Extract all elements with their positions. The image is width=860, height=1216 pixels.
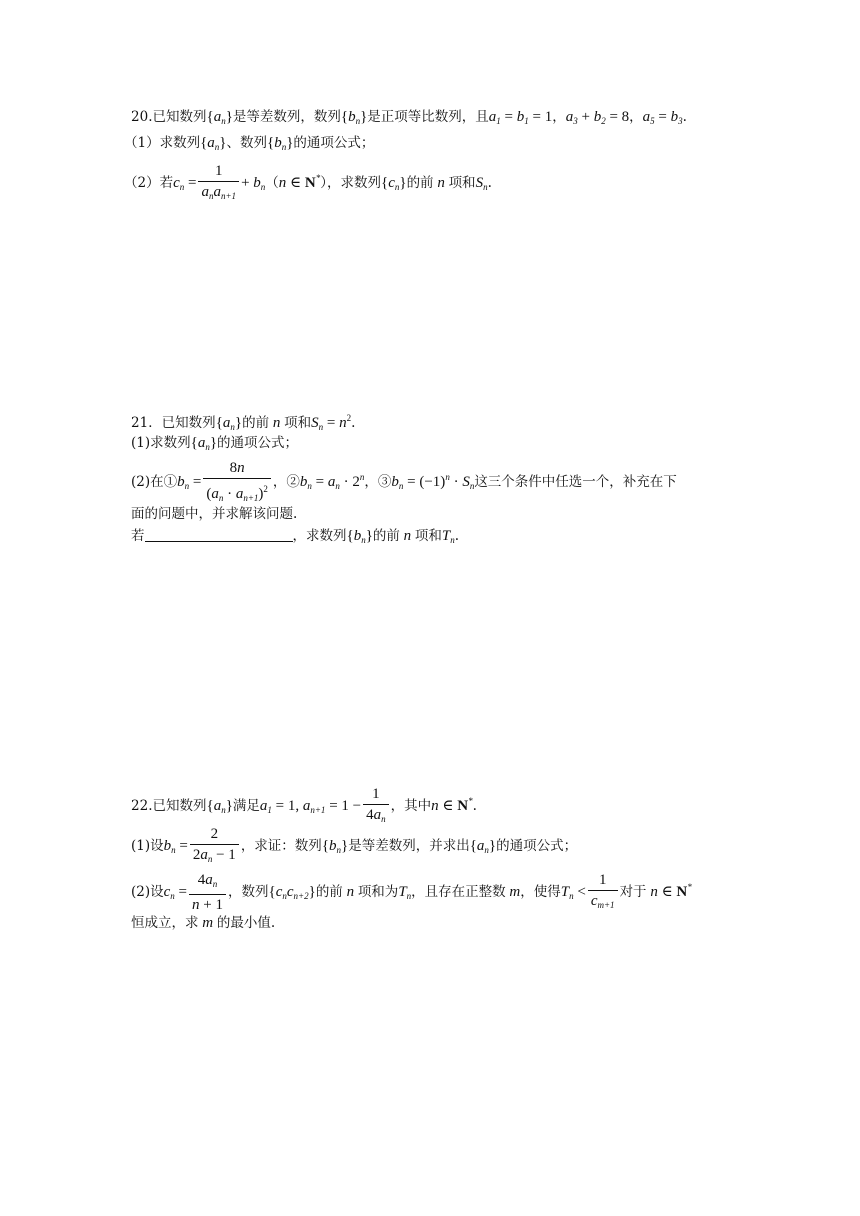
q21-blank-line: 若 ，求数列$\{b_n\}$的前 n 项和$T_n$. <box>131 528 460 545</box>
fill-in-blank[interactable] <box>145 527 293 542</box>
q20-part2: （2）若$c_n$ = $\frac{1}{a_na_{n+1}}$ + $b_n(n$ ∈ N*），求数列$\{c_n\}$的前 n 项和$S_n$. <box>124 158 492 207</box>
q22-number: 22 <box>131 798 149 814</box>
q22-fraction-1: $\frac{1}{4a_n}$ <box>363 785 389 828</box>
q20-fraction: $\frac{1}{a_na_{n+1}}$ <box>198 162 239 205</box>
q21-stem: 21．已知数列$\{a_n\}$的前 n 项和$S_n = n^2$. <box>131 413 356 432</box>
q22-fraction-3: $\frac{4a_n}{n + 1}$ <box>189 871 226 914</box>
q21-part1: (1)求数列$\{a_n\}$的通项公式； <box>131 435 299 452</box>
q20-stem: 20.已知数列$\{a_n\}$是等差数列，数列$\{b_n\}$是正项等比数列，且$a_1 = b_1 = 1$，$a_3 + b_2 = 8$，$a_5 = b_3$. <box>131 109 687 126</box>
q21-number: 21 <box>131 415 149 431</box>
q22-cont: 恒成立，求 m 的最小值. <box>131 915 276 931</box>
q22-part1: (1)设$b_n$ = $\frac{2}{2a_n - 1}$ ，求证：数列$\{b_n\}$是等差数列，并求出$\{a_n\}$的通项公式； <box>131 825 577 870</box>
q20-number: 20 <box>131 109 149 125</box>
q21-part2: (2)在$①b_n$ = $\frac{8n}{(a_n \cdot a_{n+1})^2}$ ，$②b_n = a_n \cdot 2^n$，$③b_n = (-1)^n \cdot S_n$这三个条件中任选一个，补充在下 <box>131 456 677 507</box>
q22-part2: (2)设$c_n$ = $\frac{4a_n}{n + 1}$ ，数列$\{c_nc_{n+2}\}$的前 n 项和为$T_n$，且存在正整数 m，使得$T_n$ < $\frac{1}{c_{m+1}}$ 对于 n ∈ N* <box>131 872 692 913</box>
q21-cont: 面的问题中，并求解该问题. <box>131 506 298 522</box>
q20-part1: （1）求数列$\{a_n\}$、数列$\{b_n\}$的通项公式； <box>124 135 375 152</box>
q21-fraction: $\frac{8n}{(a_n \cdot a_{n+1})^2}$ <box>203 459 271 507</box>
q22-fraction-2: $\frac{2}{2a_n - 1}$ <box>190 825 239 868</box>
q22-stem: 22.已知数列$\{a_n\}$满足$a_1 = 1$, $a_{n+1} = 1$ − $\frac{1}{4a_n}$ ，其中n ∈ N*. <box>131 781 477 830</box>
q22-fraction-4: $\frac{1}{c_{m+1}}$ <box>588 871 618 914</box>
